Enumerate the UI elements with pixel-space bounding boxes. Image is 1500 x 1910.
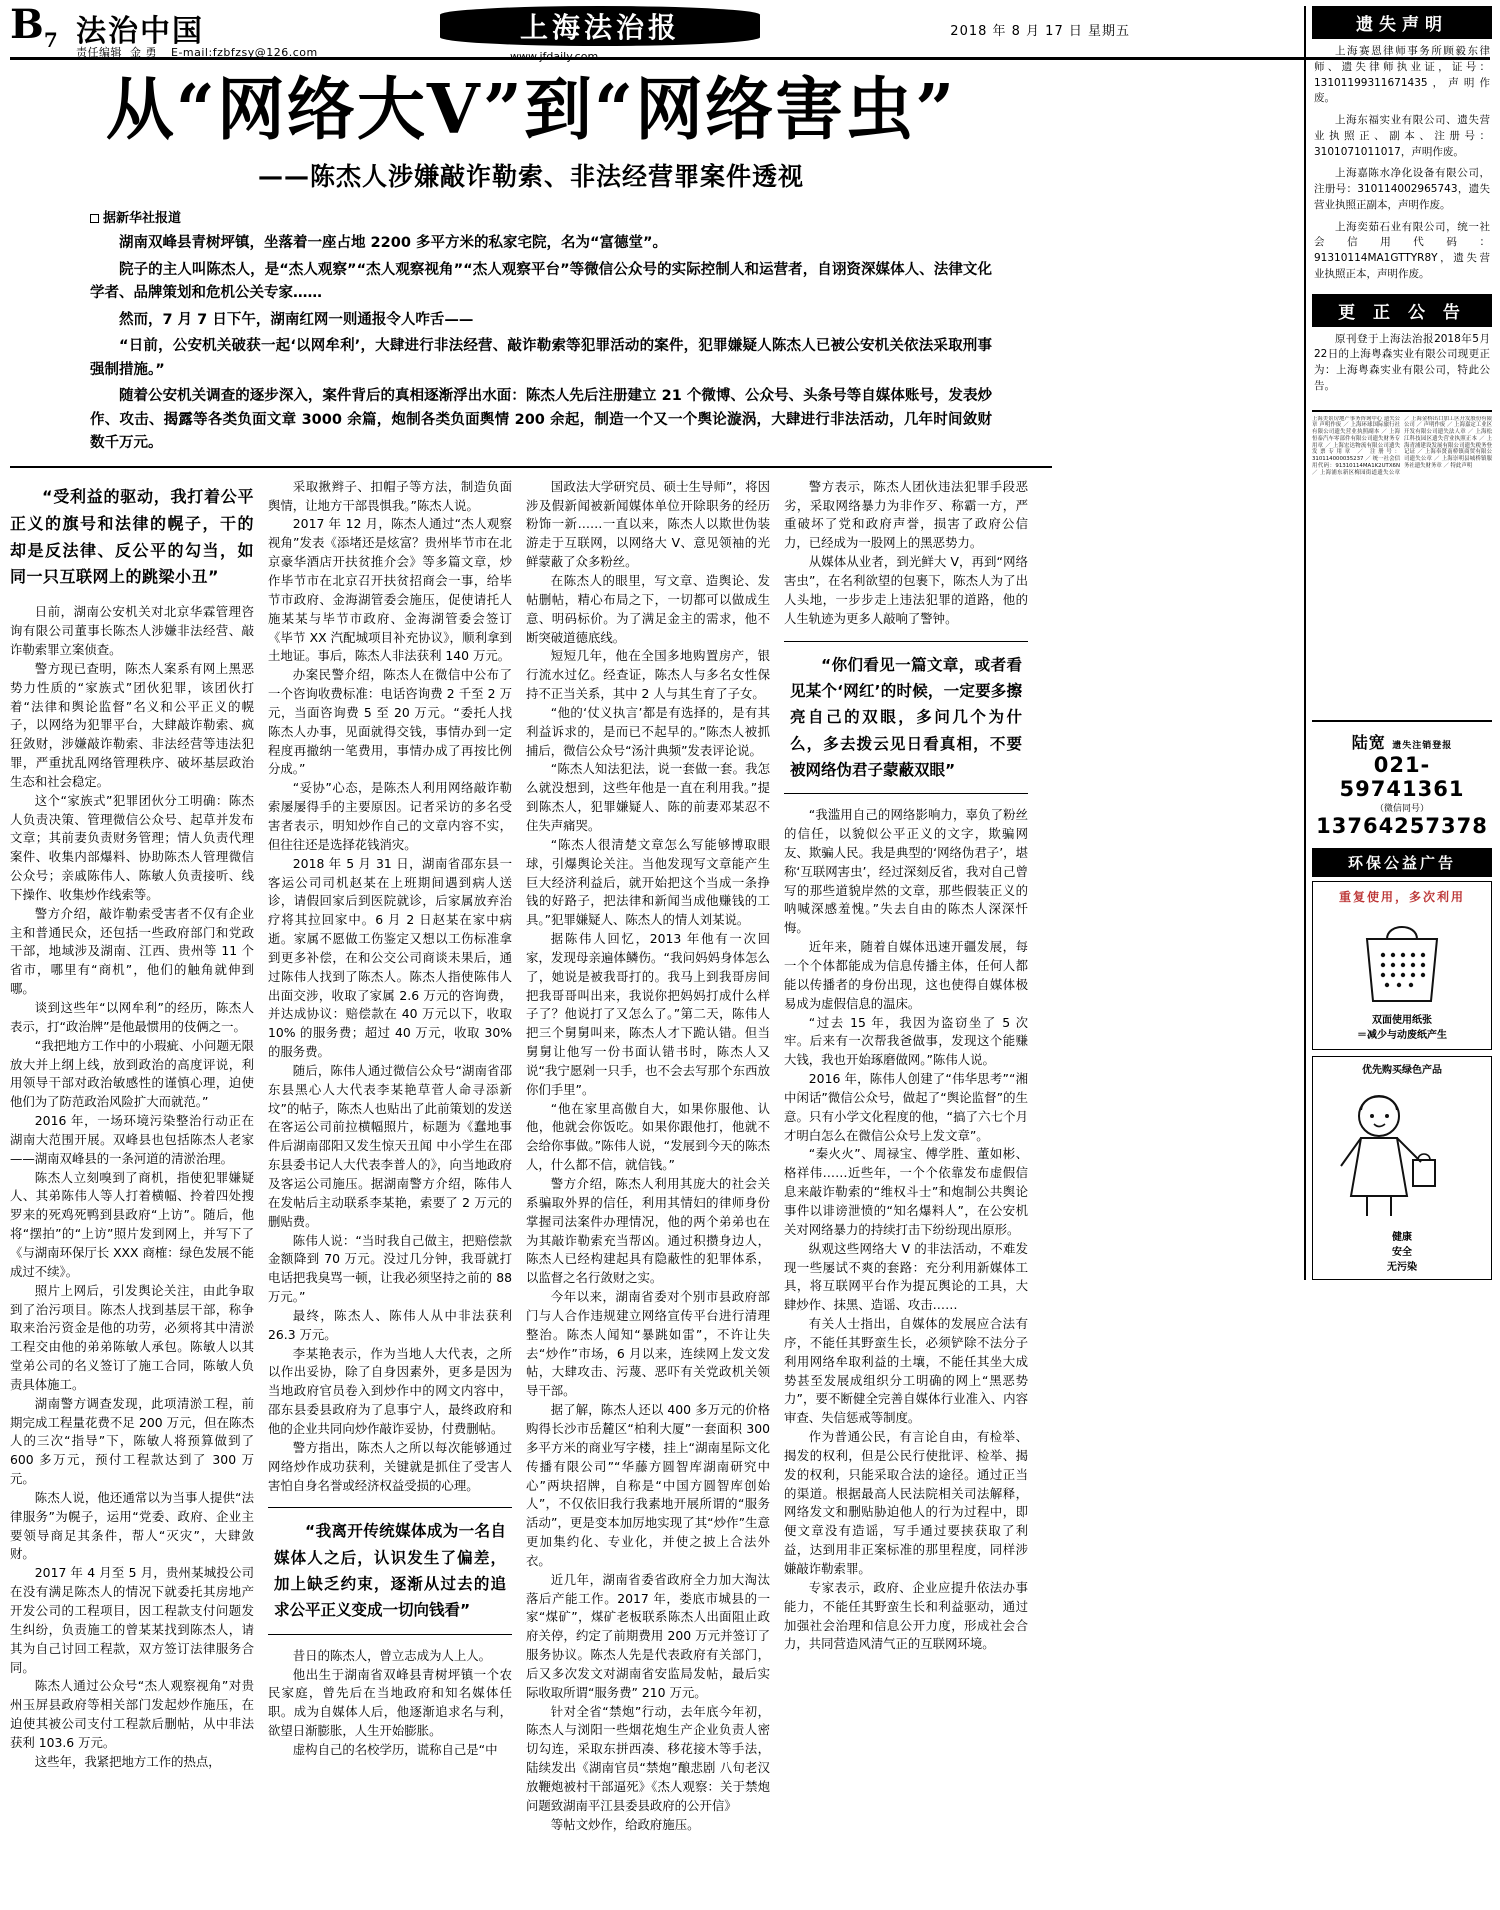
section-title: 法治中国 xyxy=(76,14,204,49)
body-paragraph: 警方现已查明，陈杰人案系有网上黑恶势力性质的“家族式”团伙犯罪，该团伙打着“法律和舆论监督”名义和公平正义的幌子，以网络为犯罪平台，大肆敲诈勒索、疯狂敛财，涉嫌敲诈勒索、非法经营等违法犯罪，严重扰乱网络管理秩序、破坏基层政治生态和社会稳定。 xyxy=(10,660,254,789)
body-paragraph: 虚构自己的名校学历，谎称自己是“中 xyxy=(292,1741,498,1757)
pull-quote-2: “我离开传统媒体成为一名自媒体人之后，认识发生了偏差，加上缺乏约束，逐渐从过去的追求公平正义变成一切向钱看” xyxy=(268,1507,512,1634)
masthead xyxy=(10,1,1490,63)
lost-notice-header: 遗失声明 xyxy=(1312,6,1492,39)
body-paragraph: 警方介绍，敲诈勒索受害者不仅有企业主和普通民众，还包括一些政府部门和党政干部，地域涉及湖南、江西、贵州等 11 个省市，哪里有“商机”，他们的触角就伸到哪。 xyxy=(10,905,254,997)
body-paragraph: “他的‘仗义执言’都是有选择的，是有其利益诉求的，是而已不起早的。”陈杰人被抓捕后，微信公众号“汤汁典频”发表评论说。 xyxy=(526,704,770,758)
body-paragraph: 他出生于湖南省双峰县青树坪镇一个农民家庭，曾先后在当地政府和知名媒体任职。成为自媒体人后，他逐渐追求名与利，欲望日渐膨胀，人生开始膨胀。 xyxy=(268,1666,512,1739)
body-paragraph: “陈杰人很清楚文章怎么写能够博取眼球，引爆舆论关注。当他发现写文章能产生巨大经济利益后，就开始把这个当成一条挣钱的好路子，把法律和新闻当成他赚钱的工具。”犯罪嫌疑人、陈杰人的情人刘某说。 xyxy=(526,836,770,928)
editor-name: 金 勇 xyxy=(130,46,157,59)
body-paragraph: 最终，陈杰人、陈伟人从中非法获利 26.3 万元。 xyxy=(268,1307,512,1342)
paper-website[interactable]: www.jfdaily.com xyxy=(510,50,599,63)
body-paragraph: 2017 年 12 月，陈杰人通过“杰人观察视角”发表《添堵还是炫富？贵州毕节市在北京豪华酒店开扶贫推介会》等多篇文章，炒作毕节市在北京召开扶贫招商会一事，给毕节市政府、金海湖管委会施压，促使请托人施某某与毕节市政府、金海湖管委会签订《毕节 XX 汽配城项目补充协议》，顺利拿到土地证。事后，陈杰人非法获利 140 万元。 xyxy=(268,516,512,664)
body-paragraph: 近年来，随着自媒体迅速开疆发展，每一个个体都能成为信息传播主体，任何人都能以传播者的身份出现，这也使得自媒体极易成为虚假信息的温床。 xyxy=(784,939,1028,1011)
shopping-bag-icon xyxy=(1347,909,1457,1009)
body-paragraph: 照片上网后，引发舆论关注，由此争取到了治污项目。陈杰人找到基层干部，称争取来治污资金是他的功劳，必须将其中清淤工程交由他的弟弟陈敏人承包。陈敏人以其堂弟公司的名义签订了施工合同，陈敏人负责具体施工。 xyxy=(10,1282,254,1392)
body-paragraph: 日前，湖南公安机关对北京华霖管理咨询有限公司董事长陈杰人涉嫌非法经营、敲诈勒索罪立案侦查。 xyxy=(10,604,254,657)
body-paragraph: 2016 年，一场环境污染整治行动正在湖南大范围开展。双峰县也包括陈杰人老家——湖南双峰县的一条河道的清淤治理。 xyxy=(10,1113,254,1166)
body-paragraph: 今年以来，湖南省委对个别市县政府部门与人合作违规建立网络宣传平台进行清理整治。陈杰人闻知“暴跳如雷”，不许让失去“炒作”市场，6 月以来，连续网上发文发帖，大肆攻击、污蔑、恶吓有关党政机关领导干部。 xyxy=(526,1289,770,1399)
eco-ad-caption-2: ＝减少与动废纸产生 xyxy=(1357,1029,1447,1041)
lead-paragraph: “日前，公安机关破获一起‘以网牟利’，大肆进行非法经营、敲诈勒索等犯罪活动的案件，犯罪嫌疑人陈杰人已被公安机关依法采取刑事强制措施。” xyxy=(90,338,992,378)
lost-notice-item: 上海赛恩律师事务所顾毅东律师、遗失律师执业证，证号：13101199311671435，声明作废。 xyxy=(1314,45,1490,105)
body-paragraph: 谈到这些年“以网牟利”的经历，陈杰人表示，打“政治牌”是他最惯用的伎俩之一。 xyxy=(10,1000,254,1034)
correction-text: 原刊登于上海法治报2018年5月22日的上海粤森实业有限公司现更正为：上海粤森实业有限公司，特此公告。 xyxy=(1314,332,1490,392)
body-paragraph: 据陈伟人回忆，2013 年他有一次回家，发现母亲遍体鳞伤。“我问妈妈身体怎么了，她说是被我哥打的。我马上到我哥房间把我哥哥叫出来，我说你把妈妈打成什么样子了？他说打了又怎么了。”第二天，陈伟人把三个舅舅叫来，陈杰人才下跪认错。但当舅舅让他写一份书面认错书时，陈杰人又说“我宁愿剁一只手，也不会去写那个东西放你们手里”。 xyxy=(526,931,770,1097)
folio-number: 7 xyxy=(43,28,58,52)
lead-divider xyxy=(10,466,1052,468)
body-paragraph: 在陈杰人的眼里，写文章、造舆论、发帖删帖，精心布局之下，一切都可以做成生意、明码标价。为了满足金主的需求，他不断突破道德底线。 xyxy=(526,573,770,645)
body-paragraph: 这些年，我紧把地方工作的热点， xyxy=(34,1753,221,1769)
body-paragraph: 昔日的陈杰人，曾立志成为人上人。 xyxy=(292,1647,492,1663)
ad-agency-phone-note: （微信同号） xyxy=(1374,803,1429,814)
body-paragraph: 专家表示，政府、企业应提升依法办事能力，不能任其野蛮生长和利益驱动，通过加强社会治理和信息公开力度，形成社会合力，共同营造风清气正的互联网环境。 xyxy=(784,1579,1028,1652)
body-paragraph: 作为普通公民，有言论自由，有检举、揭发的权利，但是公民行使批评、检举、揭发的权利，只能采取合法的途径。通过正当的渠道。根据最高人民法院相关司法解释，网络发文和删贴胁迫他人的行为过程中，即便文章没有造谣，写手通过要挟获取了利益，达到用非正案标准的那里程度，同样涉嫌敲诈勒索罪。 xyxy=(784,1429,1028,1577)
body-paragraph: 办案民警介绍，陈杰人在微信中公布了一个咨询收费标准：电话咨询费 2 千至 2 万元，当面咨询费 5 至 20 万元。“委托人找陈杰人办事，见面就得交钱，事情办到一定程度再撤纳一笔费用，事情办成了再按比例分成。” xyxy=(268,667,512,777)
eco-ad-header: 环保公益广告 xyxy=(1312,848,1492,877)
body-paragraph: 纵观这些网络大 V 的非法活动，不难发现一些屡试不爽的套路：充分利用新媒体工具，将互联网平台作为提瓦舆论的工具，大肆炒作、抹黑、造谣、攻击…… xyxy=(784,1240,1028,1313)
body-paragraph: 湖南警方调查发现，此项清淤工程，前期完成工程量花费不足 200 万元，但在陈杰人的三次“指导”下，陈敏人将预算做到了 600 多万元，预付工程款达到了 300 万元。 xyxy=(10,1395,254,1487)
lead-paragraph: 湖南双峰县青树坪镇，坐落着一座占地 2200 多平方米的私家宅院，名为“富德堂”。 xyxy=(119,235,668,252)
body-paragraph: 警方指出，陈杰人之所以每次能够通过网络炒作成功获利，关键就是抓住了受害人害怕自身名誉或经济权益受损的心理。 xyxy=(268,1439,512,1493)
body-paragraph: “他在家里高傲自大，如果你服他、认他，他就会你饭吃。如果你跟他打，他就不会给你事做。”陈伟人说，“发展到今天的陈杰人，什么都不信，就信钱。” xyxy=(526,1100,770,1173)
body-paragraph: 采取揪辫子、扣帽子等方法，制造负面舆情，让地方干部畏惧我。”陈杰人说。 xyxy=(268,478,512,513)
article-body xyxy=(10,70,1052,1835)
eco-word-1: 健康 xyxy=(1392,1231,1412,1243)
body-paragraph: 从媒体从业者，到光鲜大 V，再到“网络害虫”，在名利欲望的包裹下，陈杰人为了出人头地，一步步走上违法犯罪的道路，他的人生轨迹为更多人敲响了警钟。 xyxy=(784,554,1028,626)
body-paragraph: “过去 15 年，我因为盗窃坐了 5 次牢。后来有一次帮我爸做事，发现这个能赚大钱，我也开始琢磨做网。”陈伟人说。 xyxy=(784,1014,1028,1068)
editor-credit xyxy=(76,44,318,60)
lost-notice-item: 上海嘉陈水净化设备有限公司，注册号：310114002965743，遗失营业执照正副本，声明作废。 xyxy=(1314,167,1490,211)
eco-ad-caption-3: 优先购买绿色产品 xyxy=(1362,1064,1442,1076)
column-1 xyxy=(10,478,254,1835)
eco-word-3: 无污染 xyxy=(1387,1261,1417,1273)
column-3 xyxy=(526,478,770,1835)
pull-quote-1: “受利益的驱动，我打着公平正义的旗号和法律的幌子，干的却是反法律、反公平的勾当，如同一只互联网上的跳梁小丑” xyxy=(10,486,254,587)
body-paragraph: “妥协”心态，是陈杰人利用网络敲诈勒索屡屡得手的主要原因。记者采访的多名受害者表示，明知炒作自己的文章内容不实，但往往还是选择花钱消灾。 xyxy=(268,780,512,852)
eco-ad-title: 重复使用，多次利用 xyxy=(1338,889,1465,904)
page-folio xyxy=(10,1,64,52)
body-paragraph: 国政法大学研究员、硕士生导师”，将因涉及假新闻被新闻媒体单位开除职务的经历粉饰一新……一直以来，陈杰人以欺世伪装游走于互联网，以网络大 V、意见领袖的光鲜蒙蔽了众多粉丝。 xyxy=(526,478,770,570)
article-subheadline: ——陈杰人涉嫌敲诈勒索、非法经营罪案件透视 xyxy=(257,162,804,192)
correction-body xyxy=(1312,327,1492,406)
ad-agency-block[interactable] xyxy=(1312,726,1492,842)
article-columns xyxy=(10,478,1052,1835)
body-paragraph: 这个“家族式”犯罪团伙分工明确：陈杰人负责决策、管理微信公众号、起草并发布文章；其前妻负责财务管理；情人负责代理案件、收集内部爆料、协助陈杰人管理微信公众号；亲戚陈伟人、陈敏人负责接听、线下操作、收集炒作线索等。 xyxy=(10,792,254,902)
lost-notice-item: 上海东福实业有限公司、遗失营业执照正、副本、注册号：3101071011017，声明作废。 xyxy=(1314,114,1490,158)
lead-paragraph: 院子的主人叫陈杰人，是“杰人观察”“杰人观察视角”“杰人观察平台”等微信公众号的实际控制人和运营者，自诩资深媒体人、法律文化学者、品牌策划和危机公关专家…… xyxy=(90,261,992,302)
body-paragraph: 2017 年 4 月至 5 月，贵州某城投公司在没有满足陈杰人的情况下就委托其房地产开发公司的工程项目，因工程款支付问题发生纠纷，负责施工的曾某某找到陈杰人，请其为自己讨回工程款，双方签订法律服务合同。 xyxy=(10,1565,254,1675)
ad-agency-service: 遗失注销登报 xyxy=(1392,740,1453,751)
body-paragraph: 短短几年，他在全国多地购置房产，银行流水过亿。经查证，陈杰人与多名女性保持不正当关系，其中 2 人与其生育了子女。 xyxy=(526,648,770,702)
eco-ad-caption-1: 双面使用纸张 xyxy=(1372,1014,1432,1026)
body-paragraph: 有关人士指出，自媒体的发展应合法有序，不能任其野蛮生长，必须铲除不法分子利用网络牟取利益的土壤，不能任其坐大成势甚至发展成组织分工明确的网上“黑恶势力”，要不断健全完善自媒体行业准入、内容审查、失信惩戒等制度。 xyxy=(784,1316,1028,1426)
eco-ad-panel-2 xyxy=(1312,1056,1492,1280)
body-paragraph: “我把地方工作中的小瑕疵、小问题无限放大并上纲上线，放到政治的高度评说，利用领导干部对政治敏感性的谨慎心理，迫使他们为了防范政治风险扩大而就范。” xyxy=(10,1037,254,1110)
body-paragraph: “秦火火”、周禄宝、傅学胜、董如彬、格祥伟……近些年，一个个依靠发布虚假信息来敲诈勒索的“维权斗士”和炮制公共舆论事件以诽谤泄愤的“知名爆料人”，在公安机关对网络暴力的持续打击下纷纷现出原形。 xyxy=(784,1146,1028,1237)
article-source xyxy=(90,207,1052,226)
body-paragraph: 针对全省“禁炮”行动，去年底今年初，陈杰人与浏阳一些烟花炮生产企业负责人密切勾连，采取东拼西凑、移花接木等手法，陆续发出《湖南官员“禁炮”酿悲剧 八旬老汉放鞭炮被村干部逼死》《杰人观察：关于禁炮问题致湖南平江县委县政府的公开信》 xyxy=(526,1703,770,1813)
body-paragraph: 陈杰人说，他还通常以为当事人提供“法律服务”为幌子，运用“党委、政府、企业主要领导商足其条件，帮人“灭灾”，大肆敛财。 xyxy=(10,1489,254,1562)
lead-paragraph: 随着公安机关调查的逐步深入，案件背后的真相逐渐浮出水面：陈杰人先后注册建立 21 个微博、公众号、头条号等自媒体账号，发表炒作、攻击、揭露等各类负面文章 3000 余篇，炮制各类负面舆情 200 余起，制造一个又一个舆论漩涡，大肆进行非法活动，几年时间敛财数千万元。 xyxy=(90,388,992,452)
paper-name: 上海法治报 xyxy=(519,11,680,44)
body-paragraph: 李某艳表示，作为当地人大代表，之所以作出妥协，除了自身因素外，更多是因为当地政府官员卷入到炒作中的网文内容中，邵东县委县政府为了息事宁人，最终政府和他的企业共同向炒作敲诈妥协，付费删帖。 xyxy=(268,1345,512,1436)
lead-paragraph: 然而，7 月 7 日下午，湖南红网一则通报令人咋舌—— xyxy=(119,311,474,328)
publication-date: 2018 年 8 月 17 日 星期五 xyxy=(950,24,1130,39)
body-paragraph: 2016 年，陈伟人创建了“伟华思考”“湘中闲话”微信公众号，做起了“舆论监督”的生意。只有小学文化程度的他，“搞了六七个月才明白怎么在微信公众号上发文章”。 xyxy=(784,1071,1028,1143)
article-headline: 从“网络大V”到“网络害虫” xyxy=(105,70,957,150)
classified-rail xyxy=(1304,6,1492,1280)
correction-header: 更 正 公 告 xyxy=(1312,294,1492,327)
rail-divider xyxy=(1312,720,1492,722)
column-2 xyxy=(268,478,512,1835)
body-paragraph: 随后，陈伟人通过微信公众号“湖南省邵东县黑心人大代表李某艳草菅人命寻添新坟”的帖子，陈杰人也贴出了此前策划的发送在客运公司前拉横幅照片，标题为《蠢地事件后湖南邵阳又发生惊天丑闻 中小学生在邵东县委书记人大代表李普人的》，向当地政府及客运公司施压。据湖南警方介绍，陈伟人在发帖后主动联系李某艳，索要了 2 万元的删贴费。 xyxy=(268,1062,512,1229)
body-paragraph: 据了解，陈杰人还以 400 多万元的价格购得长沙市岳麓区“柏利大厦”一套面积 300 多平方米的商业写字楼，挂上“湖南星际文化传播有限公司”“华藤方圆智库湖南研究中心”两块招牌，自称是“中国方圆智库创始人”，不仅依旧我行我素地开展所谓的“服务活动”，更是变本加厉地实现了其“炒作”生意更加集约化、专业化，并使之披上合法外衣。 xyxy=(526,1402,770,1568)
eco-word-2: 安全 xyxy=(1392,1246,1412,1258)
ad-agency-phone[interactable]: 021-59741361 xyxy=(1339,752,1465,801)
pull-quote-3: “你们看见一篇文章，或者看见某个‘网红’的时候，一定要多擦亮自己的双眼，多问几个为什么，多去拨云见日看真相，不要被网络伪君子蒙蔽双眼” xyxy=(784,641,1028,795)
classified-small-print: 上海美景房地产事务咨询中心 遗失公章 声明作废 ／ 上海环球国际旅行社有限公司遗失营业执照副本 ／ 上海恒泰汽车零部件有限公司遗失财务专用章 ／ 上海宏达物流有限公司遗失发票专用章 ／ 注册号：310114000035237 ／ 统一社会信用代码：91310114MA1K2UTX6N ／ 上海浦东新区梅园街道遗失公章 ／ 上海金桥出口加工区开发股份有限公司 ／ 声明作废 ／ 上海嘉定工业区开发有限公司遗失法人章 ／ 上海松江科技园区遗失营业执照正本 ／ 上海青浦建设发展有限公司遗失税务登记证 ／ 上海奉贤南桥镇商贸有限公司遗失公章 ／ 上海崇明县城桥镇服务社遗失财务章 ／ 特此声明 xyxy=(1312,415,1492,476)
body-paragraph: 2018 年 5 月 31 日，湖南省邵东县一客运公司司机赵某在上班期间遇到病人送诊，请假回家后到医院就诊，后家属放弃治疗将其拉回家中。6 月 2 日赵某在家中病逝。家属不愿做工伤鉴定又想以工伤标准拿到更多补偿，在和公交公司商谈未果后，通过陈伟人找到了陈杰人。陈杰人指使陈伟人出面交涉，收取了家属 2.6 万元的咨询费，并达成协议：赔偿款在 40 万元以下，收取 10% 的服务费；超过 40 万元，收取 30% 的服务费。 xyxy=(268,855,512,1060)
rail-divider xyxy=(1312,410,1492,412)
ad-agency-mobile[interactable]: 13764257378 xyxy=(1316,813,1488,838)
body-paragraph: 警方介绍，陈杰人利用其庞大的社会关系骗取外界的信任，利用其情妇的律师身份掌握司法案件办理情况，他的两个弟弟也在为其敲诈勒索充当帮凶。通过积攒身边人，陈杰人已经构建起具有隐蔽性的犯罪体系，以监督之名行敛财之实。 xyxy=(526,1176,770,1286)
body-paragraph: “我滥用自己的网络影响力，辜负了粉丝的信任，以貌似公平正义的文字，欺骗网友、欺骗人民。我是典型的‘网络伪君子’，堪称‘互联网害虫’，经过深刻反省，我对自己曾写的那些道貌岸然的文章，那些假装正义的呐喊深感羞愧。”失去自由的陈杰人深深忏悔。 xyxy=(784,807,1028,936)
square-bullet-icon xyxy=(90,214,99,223)
body-paragraph: 陈杰人通过公众号“杰人观察视角”对贵州玉屏县政府等相关部门发起炒作施压，在迫使其被公司支付工程款后删帖，从中非法获利 103.6 万元。 xyxy=(10,1678,254,1750)
editor-email: E-mail:fzbfzsy@126.com xyxy=(171,46,318,59)
column-4 xyxy=(784,478,1028,1835)
ad-agency-name: 陆宽 遗失注销登报 xyxy=(1351,732,1453,752)
paper-logo xyxy=(440,6,760,46)
editor-label: 责任编辑 xyxy=(76,46,122,59)
body-paragraph: 陈杰人立刻嗅到了商机，指使犯罪嫌疑人、其弟陈伟人等人打着横幅、拎着四处搜罗来的死鸡死鸭到县政府“上访”。随后，他将“摆拍”的“上访”照片发到网上，并写下了《与湖南环保厅长 XXX 商榷：绿色发展不能成过不续》。 xyxy=(10,1169,254,1279)
body-paragraph: “陈杰人知法犯法，说一套做一套。我怎么就没想到，这些年他是一直在利用我。”提到陈杰人，犯罪嫌疑人、陈的前妻邓某忍不住失声痛哭。 xyxy=(526,761,770,833)
lost-notice-item: 上海奕茹石业有限公司，统一社会信用代码：91310114MA1GTTYR8Y，遗失营业执照正本，声明作废。 xyxy=(1314,220,1490,280)
girl-illustration-icon xyxy=(1317,1076,1467,1226)
eco-ad-panel-1 xyxy=(1312,881,1492,1050)
body-paragraph: 等帖文炒作，给政府施压。 xyxy=(550,1816,700,1832)
article-lead xyxy=(10,232,1052,455)
source-text: 据新华社报道 xyxy=(103,211,182,227)
body-paragraph: 警方表示，陈杰人团伙违法犯罪手段恶劣，采取网络暴力为非作歹、称霸一方，严重破坏了党和政府声誉，损害了政府公信力，已经成为一股网上的黑恶势力。 xyxy=(784,478,1028,551)
lost-notice-body xyxy=(1312,39,1492,294)
body-paragraph: 近几年，湖南省委省政府全力加大淘汰落后产能工作。2017 年，娄底市城县的一家“煤矿”，煤矿老板联系陈杰人出面阻止政府关停，约定了前期费用 200 万元并签订了服务协议。陈杰人先是代表政府有关部门，后又多次发文对湖南省安监局发帖，最后实际收取所谓“服务费” 210 万元。 xyxy=(526,1571,770,1700)
folio-letter: B xyxy=(10,1,44,48)
body-paragraph: 陈伟人说：“当时我自己做主，把赔偿款金额降到 70 万元。没过几分钟，我哥就打电话把我臭骂一顿，让我必须坚持之前的 88 万元。” xyxy=(268,1232,512,1305)
